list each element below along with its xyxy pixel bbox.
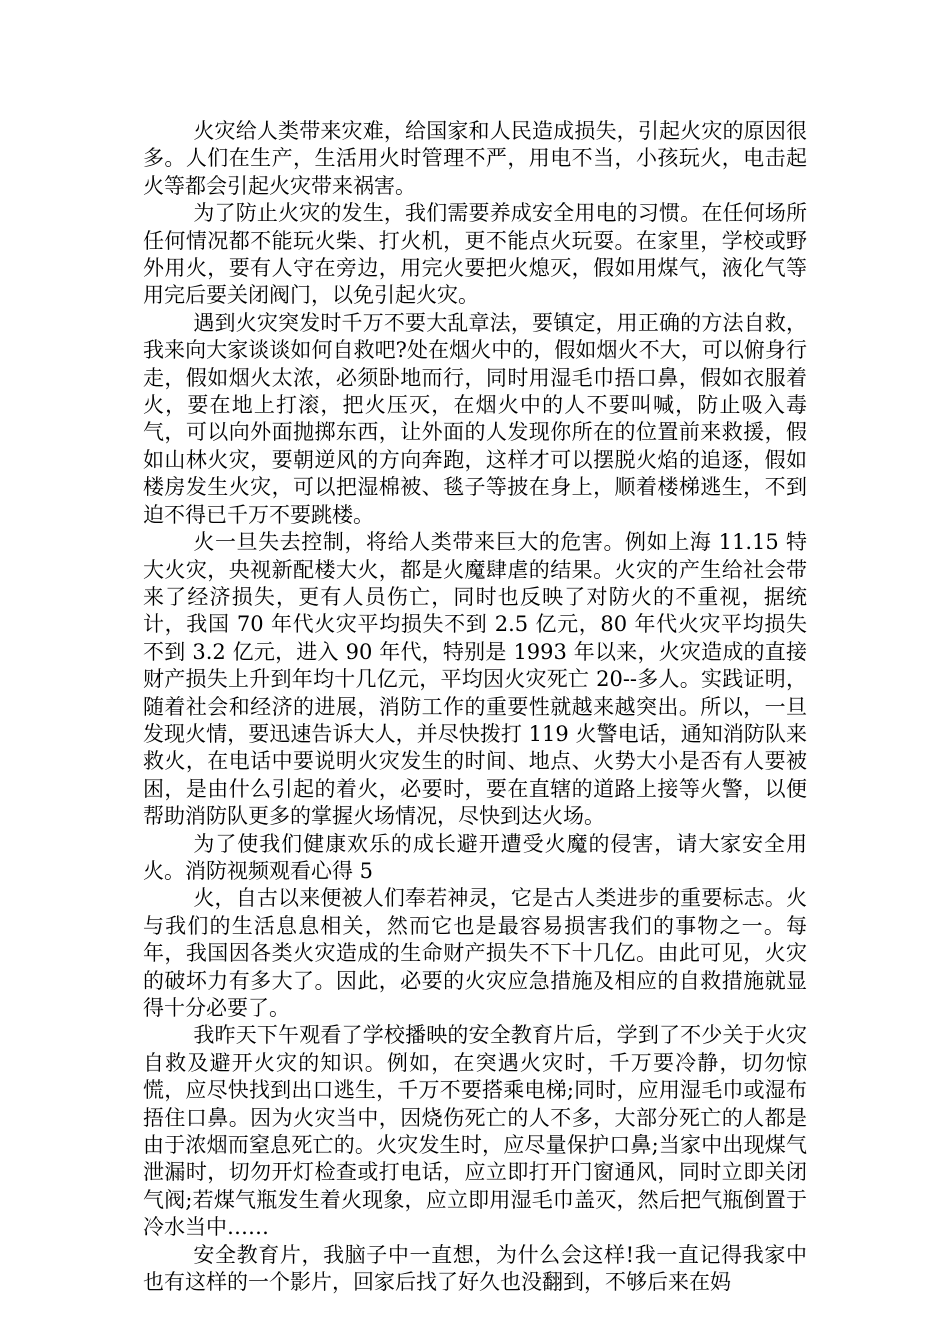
paragraph-safe-fire-use: 为了使我们健康欢乐的成长避开遭受火魔的侵害，请大家安全用火。消防视频观看心得 5 (143, 831, 807, 883)
paragraph-reflection: 安全教育片，我脑子中一直想，为什么会这样!我一直记得我家中也有这样的一个影片，回家后找了好久也没翻到，不够后来在妈 (143, 1242, 807, 1295)
paragraph-fire-harm-statistics: 火一旦失去控制，将给人类带来巨大的危害。例如上海 11.15 特大火灾，央视新配楼大火，都是火魔肆虐的结果。火灾的产生给社会带来了经济损失，更有人员伤亡，同时也反映了对防火的不重视，据统计，我国 70 年代火灾平均损失不到 2.5 亿元，80 年代火灾平均损失不到 3.2 亿元，进入 90 年代，特别是 1993 年以来，火灾造成的直接财产损失上升到年均十几亿元，平均因火灾死亡 20--多人。实践证明，随着社会和经济的进展，消防工作的重要性就越来越突出。所以，一旦发现火情，要迅速告诉大人，并尽快拨打 119 火警电话，通知消防队来救火，在电话中要说明火灾发生的时间、地点、火势大小是否有人要被困，是由什么引起的着火，必要时，要在直辖的道路上接等火警，以便帮助消防队更多的掌握火场情况，尽快到达火场。 (143, 530, 807, 829)
paragraph-fire-history: 火，自古以来便被人们奉若神灵，它是古人类进步的重要标志。火与我们的生活息息相关，然而它也是最容易损害我们的事物之一。每年，我国因各类火灾造成的生命财产损失不下十几亿。由此可见，火灾的破坏力有多大了。因此，必要的火灾应急措施及相应的自救措施就显得十分必要了。 (143, 886, 807, 1020)
paragraph-safety-video-lessons: 我昨天下午观看了学校播映的安全教育片后，学到了不少关于火灾自救及避开火灾的知识。例如，在突遇火灾时，千万要冷静，切勿惊慌，应尽快找到出口逃生，千万不要搭乘电梯;同时，应用湿毛巾或湿布捂住口鼻。因为火灾当中，因烧伤死亡的人不多，大部分死亡的人都是由于浓烟而窒息死亡的。火灾发生时，应尽量保护口鼻;当家中出现煤气泄漏时，切勿开灯检查或打电话，应立即打开门窗通风，同时立即关闭气阀;若煤气瓶发生着火现象，应立即用湿毛巾盖灭，然后把气瓶倒置于冷水当中…… (143, 1023, 807, 1240)
paragraph-fire-causes: 火灾给人类带来灾难，给国家和人民造成损失，引起火灾的原因很多。人们在生产，生活用火时管理不严，用电不当，小孩玩火，电击起火等都会引起火灾带来祸害。 (143, 119, 807, 198)
paragraph-self-rescue: 遇到火灾突发时千万不要大乱章法，要镇定，用正确的方法自救，我来向大家谈谈如何自救吧?处在烟火中的，假如烟火不大，可以俯身行走，假如烟火太浓，必须卧地而行，同时用湿毛巾捂口鼻，假如衣服着火，要在地上打滚，把火压灭，在烟火中的人不要叫喊，防止吸入毒气，可以向外面抛掷东西，让外面的人发现你所在的位置前来救援，假如山林火灾，要朝逆风的方向奔跑，这样才可以摆脱火焰的追逐，假如楼房发生火灾，可以把湿棉被、毯子等披在身上，顺着楼梯逃生，不到迫不得已千万不要跳楼。 (143, 310, 807, 527)
paragraph-fire-prevention: 为了防止火灾的发生，我们需要养成安全用电的习惯。在任何场所任何情况都不能玩火柴、打火机，更不能点火玩耍。在家里，学校或野外用火，要有人守在旁边，用完火要把火熄灭，假如用煤气，液化气等用完后要关闭阀门，以免引起火灾。 (143, 201, 807, 308)
document-page (143, 118, 807, 1296)
